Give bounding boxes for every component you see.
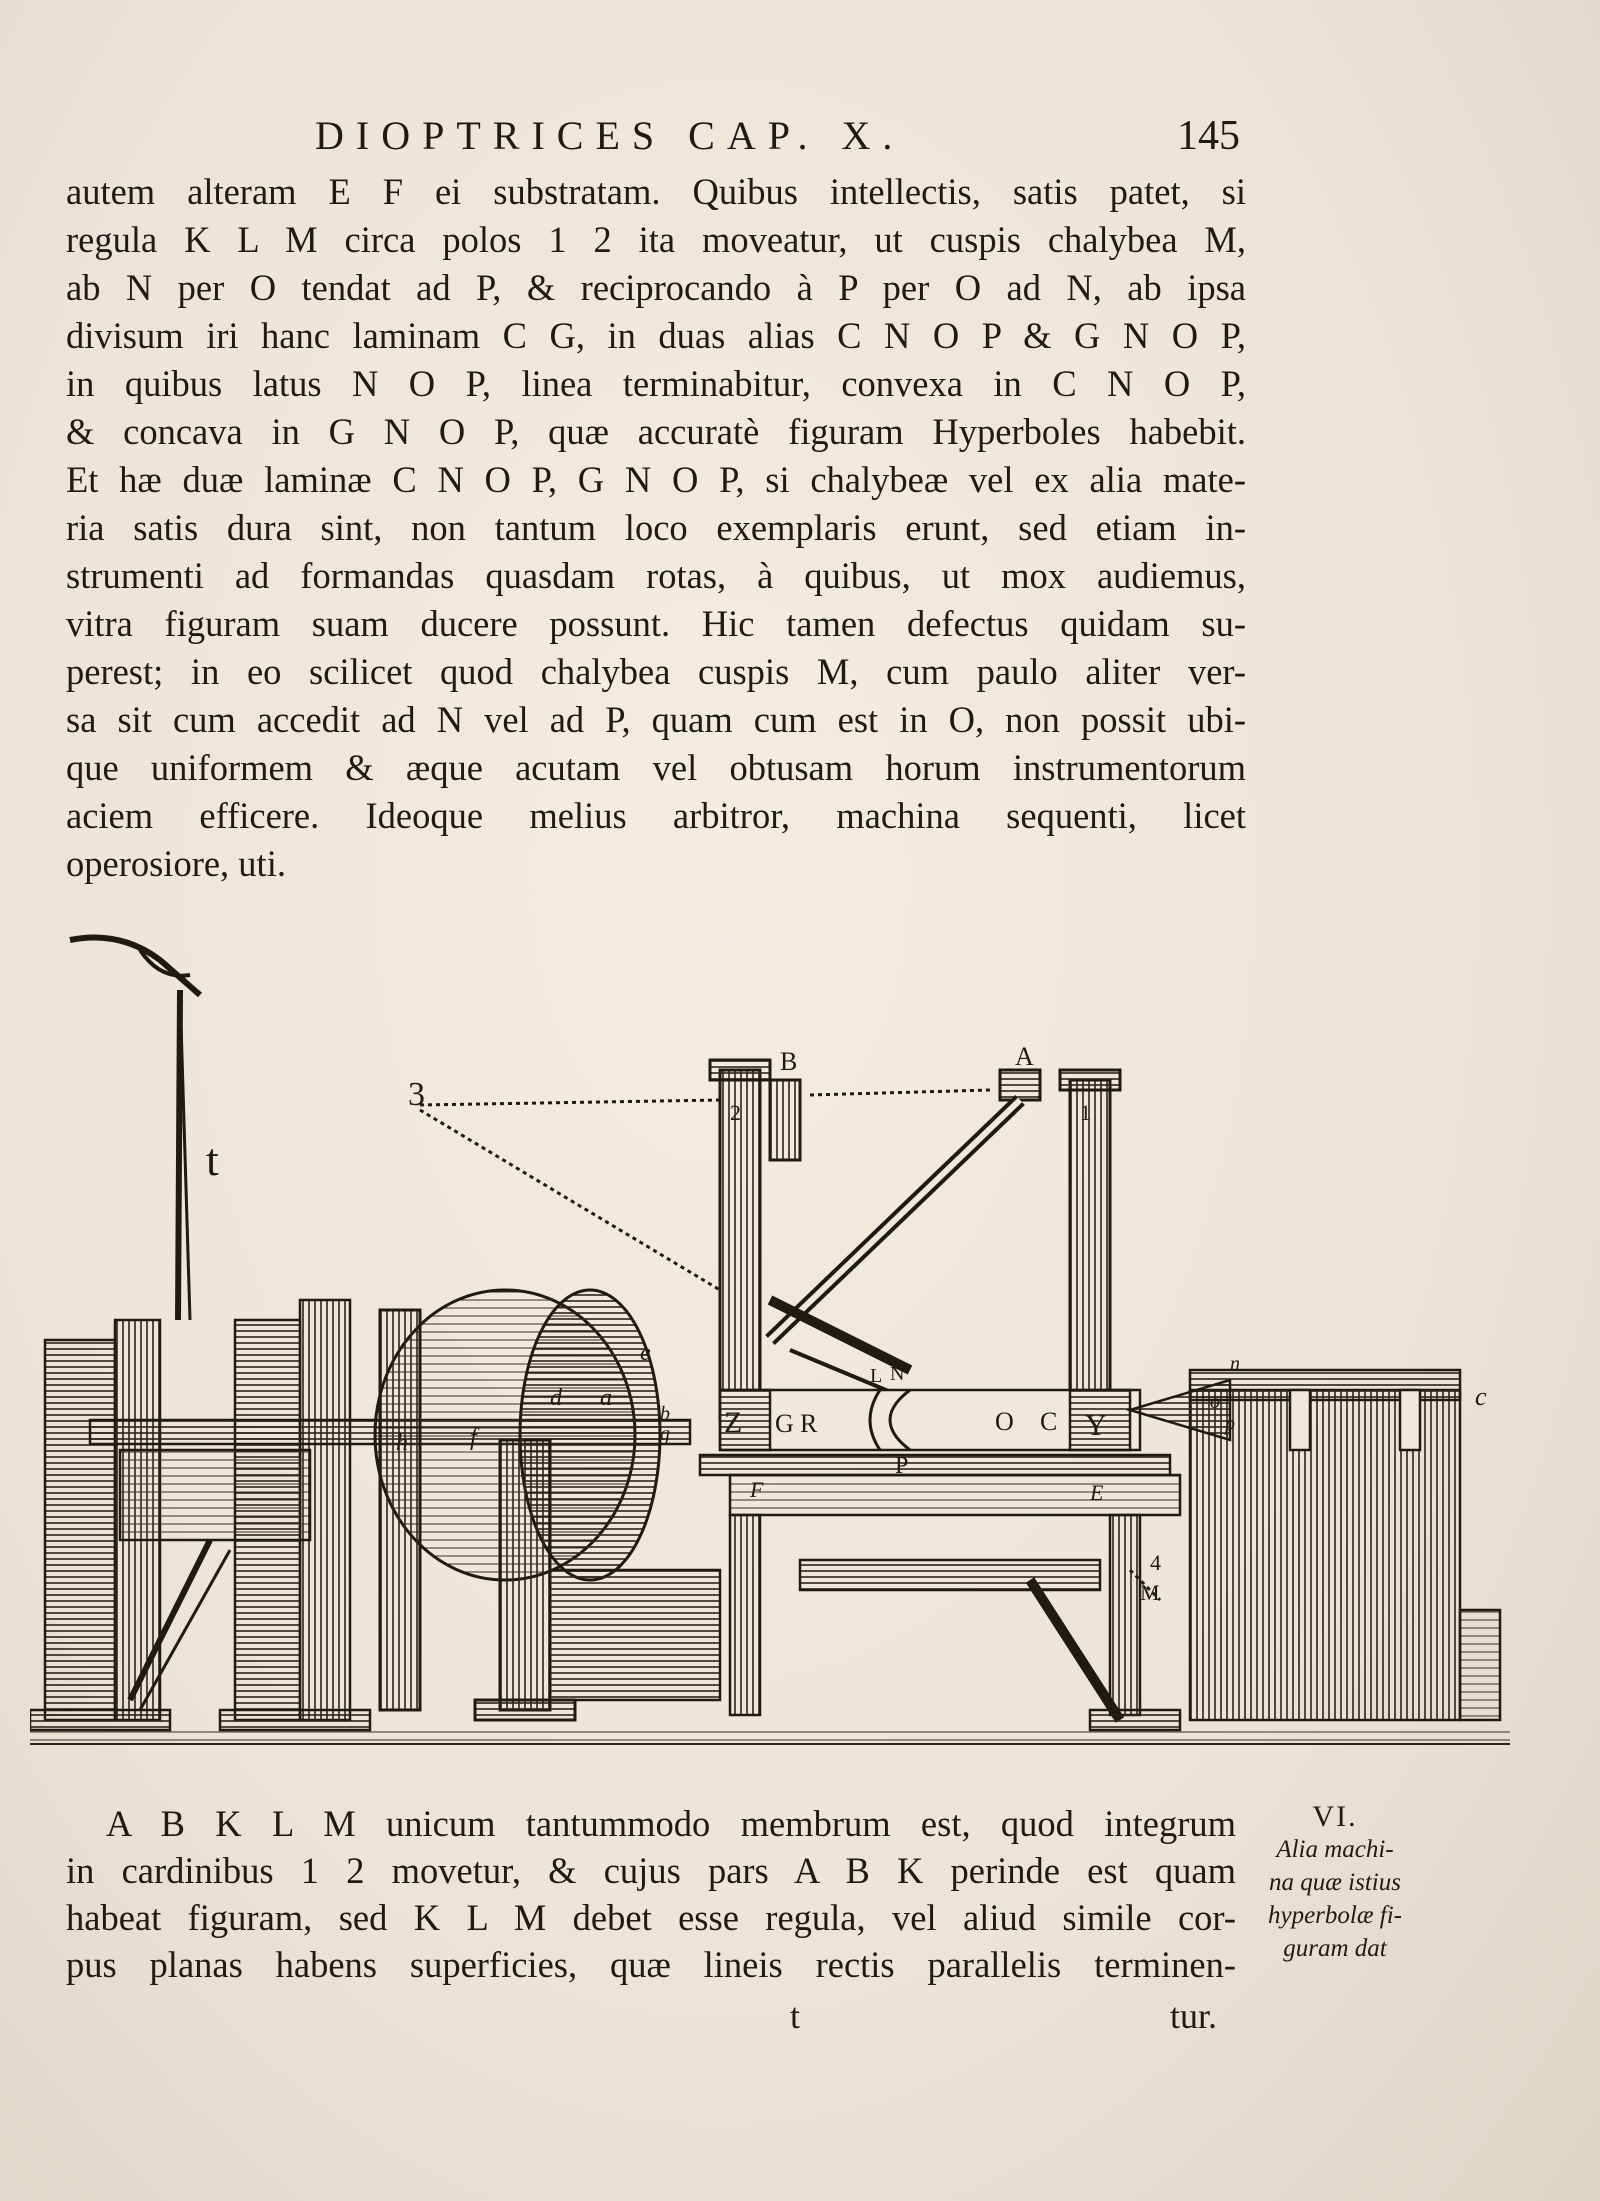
caption-line: pus planas habens superficies, quæ lineis rectis parallelis terminen- <box>66 1944 1236 1985</box>
label-p: p <box>1225 1413 1235 1435</box>
body-line: ab N per O tendat ad P, & reciprocando à P per O ad N, ab ipsa <box>66 267 1246 308</box>
body-line: perest; in eo scilicet quod chalybea cuspis M, cum paulo aliter ver- <box>66 651 1246 692</box>
page-number: 145 <box>1177 113 1240 159</box>
label-h: h <box>396 1430 408 1456</box>
body-line: aciem efficere. Ideoque melius arbitror, machina sequenti, licet <box>66 795 1246 836</box>
label-b: b <box>660 1403 670 1425</box>
caption-line: A B K L M unicum tantummodo membrum est, quod integrum <box>106 1803 1236 1844</box>
label-d: d <box>550 1385 562 1411</box>
body-line: strumenti ad formandas quasdam rotas, à quibus, ut mox audiemus, <box>66 555 1246 596</box>
marginal-line: Alia machi- <box>1276 1836 1394 1863</box>
ground <box>30 1730 1510 1744</box>
label-1: 1 <box>1080 1100 1091 1125</box>
body-line: & concava in G N O P, quæ accuratè figuram Hyperboles habebit. <box>66 411 1246 452</box>
hyperbola-frame <box>710 1060 1120 1420</box>
label-P: P <box>895 1453 909 1479</box>
body-line: Et hæ duæ laminæ C N O P, G N O P, si chalybeæ vel ex alia mate- <box>66 459 1246 500</box>
trough <box>550 1570 720 1700</box>
label-M: M <box>1140 1580 1160 1605</box>
label-N: N <box>890 1363 905 1385</box>
label-A: A <box>1015 1042 1034 1071</box>
label-R: R <box>800 1409 818 1438</box>
label-C: C <box>1040 1407 1058 1436</box>
marginal-line: hyperbolæ fi- <box>1267 1902 1402 1929</box>
label-t: t <box>206 1134 219 1185</box>
label-B: B <box>780 1047 798 1076</box>
body-line: autem alteram E F ei substratam. Quibus intellectis, satis patet, si <box>66 171 1246 212</box>
marginal-note <box>1245 1800 1425 1965</box>
catchword: tur. <box>1170 1996 1218 2036</box>
cord <box>70 938 200 1321</box>
marginal-line: na quæ istius <box>1269 1869 1401 1896</box>
body-line: ria satis dura sint, non tantum loco exemplaris erunt, sed etiam in- <box>66 507 1246 548</box>
body-text <box>66 168 1246 888</box>
label-o: o <box>1210 1391 1220 1413</box>
label-F: F <box>750 1477 764 1502</box>
label-L: L <box>870 1365 883 1387</box>
body-line: vitra figuram suam ducere possunt. Hic tamen defectus quidam su- <box>66 603 1246 644</box>
caption-line: habeat figuram, sed K L M debet esse regula, vel aliud simile cor- <box>66 1897 1236 1938</box>
body-line: operosiore, uti. <box>66 843 286 884</box>
lens-grinding-machine-engraving <box>30 920 1510 1780</box>
body-line: in quibus latus N O P, linea terminabitur, convexa in C N O P, <box>66 363 1246 404</box>
label-4: 4 <box>1150 1550 1161 1575</box>
label-a: a <box>600 1385 612 1411</box>
label-O: O <box>995 1407 1014 1436</box>
label-E: E <box>1090 1480 1104 1505</box>
lamina-bar <box>700 1390 1180 1515</box>
label-3: 3 <box>408 1076 425 1113</box>
label-Z: Z <box>724 1406 743 1439</box>
label-c: c <box>1475 1382 1487 1411</box>
label-Y: Y <box>1085 1409 1107 1442</box>
label-n: n <box>1230 1353 1240 1375</box>
label-2: 2 <box>730 1100 741 1125</box>
left-frame <box>30 1300 370 1730</box>
label-G: G <box>775 1409 794 1438</box>
table-legs <box>730 1515 1180 1730</box>
label-e: e <box>640 1340 651 1366</box>
running-head <box>60 112 1240 162</box>
body-line: sa sit cum accedit ad N vel ad P, quam cum est in O, non possit ubi- <box>66 699 1246 740</box>
body-line: que uniformem & æque acutam vel obtusam horum instrumentorum <box>66 747 1246 788</box>
body-line: regula K L M circa polos 1 2 ita moveatur, ut cuspis chalybea M, <box>66 219 1246 260</box>
caption-line: in cardinibus 1 2 movetur, & cujus pars A B K perinde est quam <box>66 1850 1236 1891</box>
caption-text <box>66 1800 1236 1988</box>
running-title: DIOPTRICES CAP. X. <box>315 113 905 158</box>
label-g: g <box>660 1423 670 1445</box>
marginal-line: guram dat <box>1283 1935 1387 1962</box>
body-line: divisum iri hanc laminam C G, in duas alias C N O P & G N O P, <box>66 315 1246 356</box>
label-f: f <box>470 1425 477 1451</box>
marginal-number: VI. <box>1312 1800 1358 1833</box>
right-chest <box>1130 1370 1500 1720</box>
signature-mark: t <box>790 1996 801 2036</box>
